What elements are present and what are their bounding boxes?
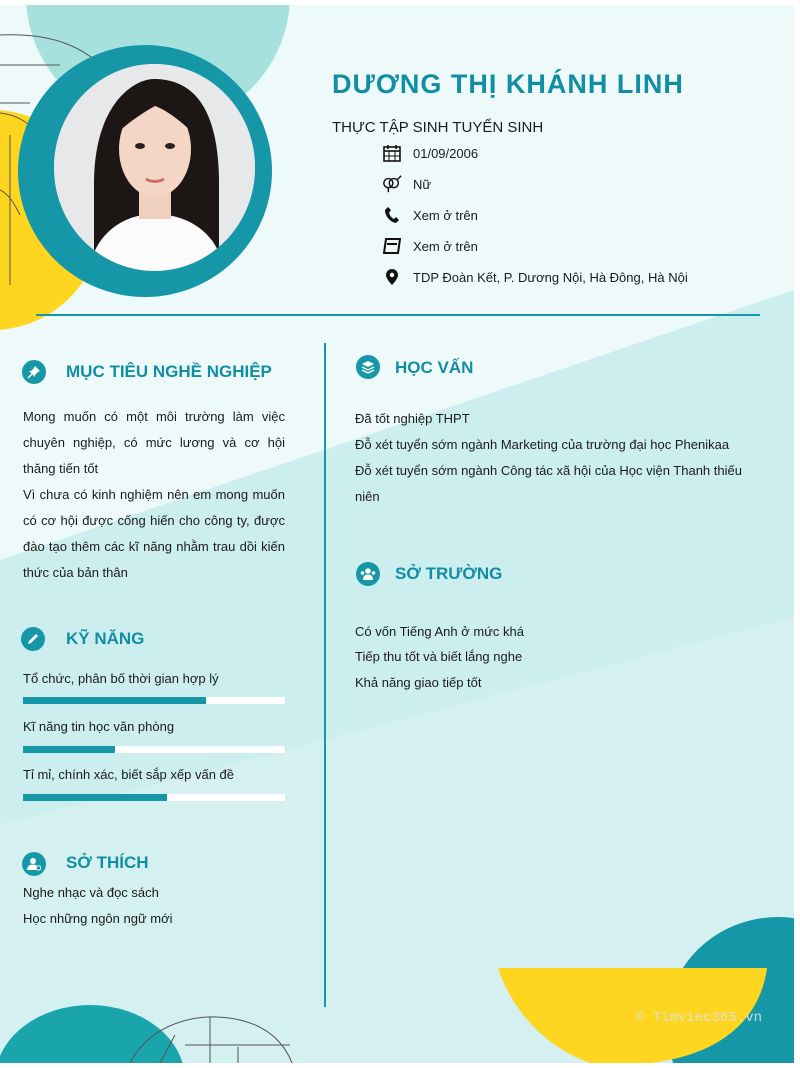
skill-bar-fill [23,746,115,753]
skill-label: Tổ chức, phân bố thời gian hợp lý [23,671,219,686]
layers-icon [356,355,380,379]
skill-bar [23,794,285,801]
objective-paragraph: Vì chưa có kinh nghiệm nên em mong muốn có cơ hội được cống hiến cho công ty, được đào tạo thêm các kĩ năng nhằm trau dồi kiến thức của bản thân [23,487,285,580]
objective-text [23,404,285,586]
skill-label: Kĩ năng tin học văn phòng [23,719,175,734]
strength-item: Tiếp thu tốt và biết lắng nghe [355,649,523,664]
education-item: Đỗ xét tuyển sớm ngành Công tác xã hội của Học viện Thanh thiếu niên [355,463,742,504]
strengths-title: SỞ TRƯỜNG [395,564,503,583]
email-text: Xem ở trên [413,238,478,254]
skill-bar [23,697,285,704]
education-title: HỌC VẤN [395,358,474,377]
hobby-item: Học những ngôn ngữ mới [23,911,173,926]
avatar-photo [54,64,255,271]
strength-item: Có vốn Tiếng Anh ở mức khá [355,624,524,639]
birthdate-text: 01/09/2006 [413,145,479,161]
objective-paragraph: Mong muốn có một môi trường làm việc chuyên nghiệp, có mức lương và cơ hội thăng tiến tốt [23,409,285,476]
pencil-icon [21,627,45,651]
calendar-icon [382,143,402,163]
objective-title: MỤC TIÊU NGHỀ NGHIỆP [66,362,272,381]
header-divider [36,314,760,316]
user-heart-icon [22,852,46,876]
email-icon [382,236,402,256]
candidate-name: DƯƠNG THỊ KHÁNH LINH [332,69,684,99]
cv-page [0,5,794,1063]
info-phone [382,204,478,226]
skill-label: Tỉ mỉ, chính xác, biết sắp xếp vấn đề [23,767,234,782]
skill-bar [23,746,285,753]
hobbies-title: SỞ THÍCH [66,853,149,872]
education-item: Đã tốt nghiệp THPT [355,411,470,426]
education-item: Đỗ xét tuyển sớm ngành Marketing của trường đại học Phenikaa [355,437,730,452]
address-text: TDP Đoàn Kết, P. Dương Nội, Hà Đông, Hà Nội [413,269,688,285]
job-title: THỰC TẬP SINH TUYỂN SINH [332,119,544,136]
strength-item: Khả năng giao tiếp tốt [355,675,482,690]
hobby-item: Nghe nhạc và đọc sách [23,885,159,900]
people-icon [356,562,380,586]
skill-bar-fill [23,794,167,801]
gender-icon [382,174,402,194]
info-birthdate [382,142,478,164]
location-pin-icon [382,267,402,287]
skill-bar-fill [23,697,206,704]
education-list [355,406,755,510]
pin-icon [22,360,46,384]
skills-title: KỸ NĂNG [66,629,145,648]
info-gender [382,173,431,195]
phone-text: Xem ở trên [413,207,478,223]
column-divider [324,343,326,1007]
info-email [382,235,478,257]
watermark: © Timviec365.vn [636,1010,763,1026]
phone-icon [382,205,402,225]
info-address [382,266,688,288]
gender-text: Nữ [413,176,432,192]
